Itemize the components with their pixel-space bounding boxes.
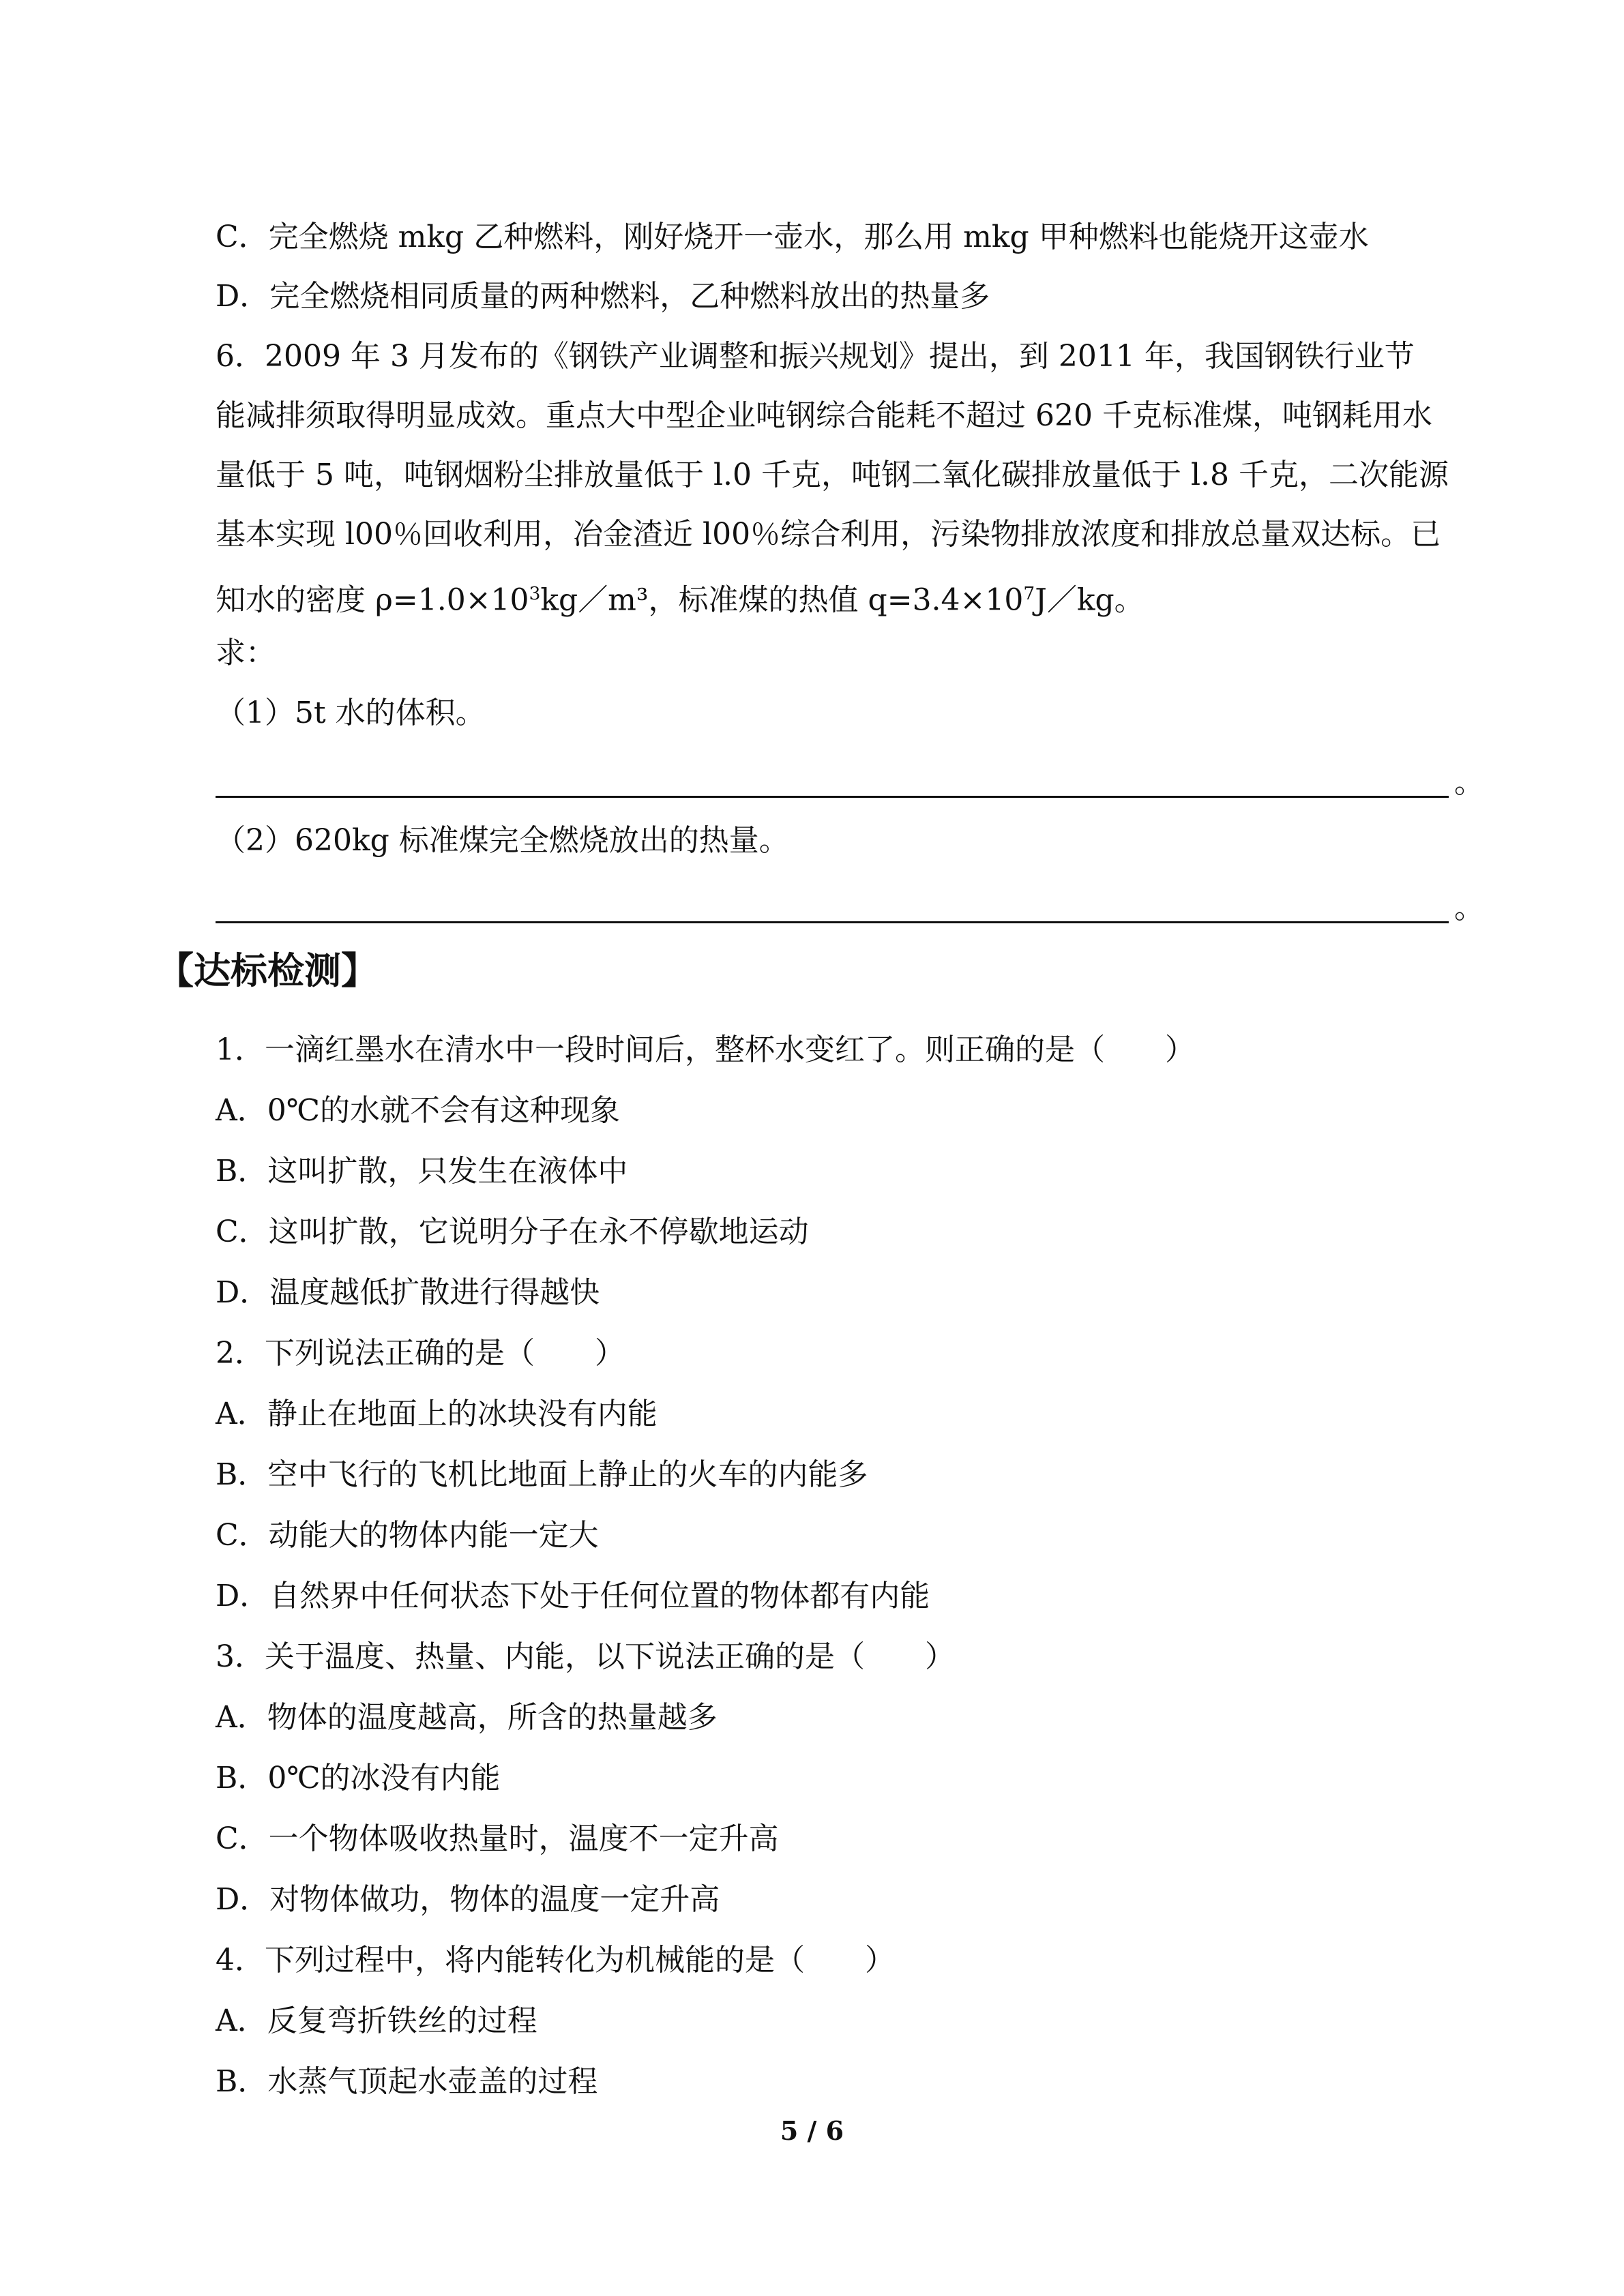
q6-line-3: 量低于 5 吨，吨钢烟粉尘排放量低于 l.0 千克，吨钢二氧化碳排放量低于 l.8 千克，二次能源 bbox=[216, 458, 1449, 492]
page-number: 5 / 6 bbox=[780, 2115, 844, 2146]
q6-line-5: 知水的密度 $\rho=1.0\times 10^3kg/m^3$，标准煤的热值 $q=3.4\times 10^7J/kg$。 bbox=[216, 582, 1145, 618]
q6-sub-2: （2）620kg 标准煤完全燃烧放出的热量。 bbox=[216, 823, 789, 858]
section-title: 【达标检测】 bbox=[157, 949, 378, 992]
q6-ask: 求： bbox=[216, 636, 276, 670]
q1-option-c: C．这叫扩散，它说明分子在永不停歇地运动 bbox=[216, 1214, 809, 1249]
q2-option-b: B．空中飞行的飞机比地面上静止的火车的内能多 bbox=[216, 1457, 868, 1492]
q4-option-a: A．反复弯折铁丝的过程 bbox=[216, 2003, 537, 2038]
q1-option-b: B．这叫扩散，只发生在液体中 bbox=[216, 1154, 628, 1189]
q1-stem: 1．一滴红墨水在清水中一段时间后，整杯水变红了。则正确的是（ ） bbox=[216, 1032, 1195, 1067]
q4-option-b: B．水蒸气顶起水壶盖的过程 bbox=[216, 2064, 598, 2099]
option-c-prev: C．完全燃烧 mkg 乙种燃料，刚好烧开一壶水，那么用 mkg 甲种燃料也能烧开这壶水 bbox=[216, 220, 1369, 254]
answer-line-2-end: 。 bbox=[1454, 891, 1484, 925]
q1-option-a: A．0℃的水就不会有这种现象 bbox=[216, 1093, 620, 1128]
q2-option-d: D．自然界中任何状态下处于任何位置的物体都有内能 bbox=[216, 1579, 930, 1613]
q2-stem: 2．下列说法正确的是（ ） bbox=[216, 1336, 625, 1371]
q1-option-d: D．温度越低扩散进行得越快 bbox=[216, 1275, 600, 1310]
q6-sub-1: （1）5t 水的体积。 bbox=[216, 696, 486, 730]
answer-line-1-end: 。 bbox=[1454, 765, 1484, 800]
q3-option-d: D．对物体做功，物体的温度一定升高 bbox=[216, 1882, 720, 1917]
option-d-prev: D．完全燃烧相同质量的两种燃料，乙种燃料放出的热量多 bbox=[216, 279, 990, 314]
q6-line-2: 能减排须取得明显成效。重点大中型企业吨钢综合能耗不超过 620 千克标准煤，吨钢耗用水 bbox=[216, 398, 1432, 433]
q6-line-1: 6．2009 年 3 月发布的《钢铁产业调整和振兴规划》提出，到 2011 年，我国钢铁行业节 bbox=[216, 339, 1415, 374]
q3-stem: 3．关于温度、热量、内能，以下说法正确的是（ ） bbox=[216, 1639, 955, 1674]
q3-option-b: B．0℃的冰没有内能 bbox=[216, 1761, 501, 1795]
answer-line-2 bbox=[216, 921, 1449, 923]
q3-option-a: A．物体的温度越高，所含的热量越多 bbox=[216, 1700, 718, 1735]
q6-line-4: 基本实现 l00％回收利用，冶金渣近 l00％综合利用，污染物排放浓度和排放总量双达标。已 bbox=[216, 517, 1441, 552]
q3-option-c: C．一个物体吸收热量时，温度不一定升高 bbox=[216, 1821, 779, 1856]
answer-line-1 bbox=[216, 796, 1449, 798]
q4-stem: 4．下列过程中，将内能转化为机械能的是（ ） bbox=[216, 1943, 895, 1978]
q2-option-c: C．动能大的物体内能一定大 bbox=[216, 1518, 599, 1553]
q2-option-a: A．静止在地面上的冰块没有内能 bbox=[216, 1397, 658, 1431]
